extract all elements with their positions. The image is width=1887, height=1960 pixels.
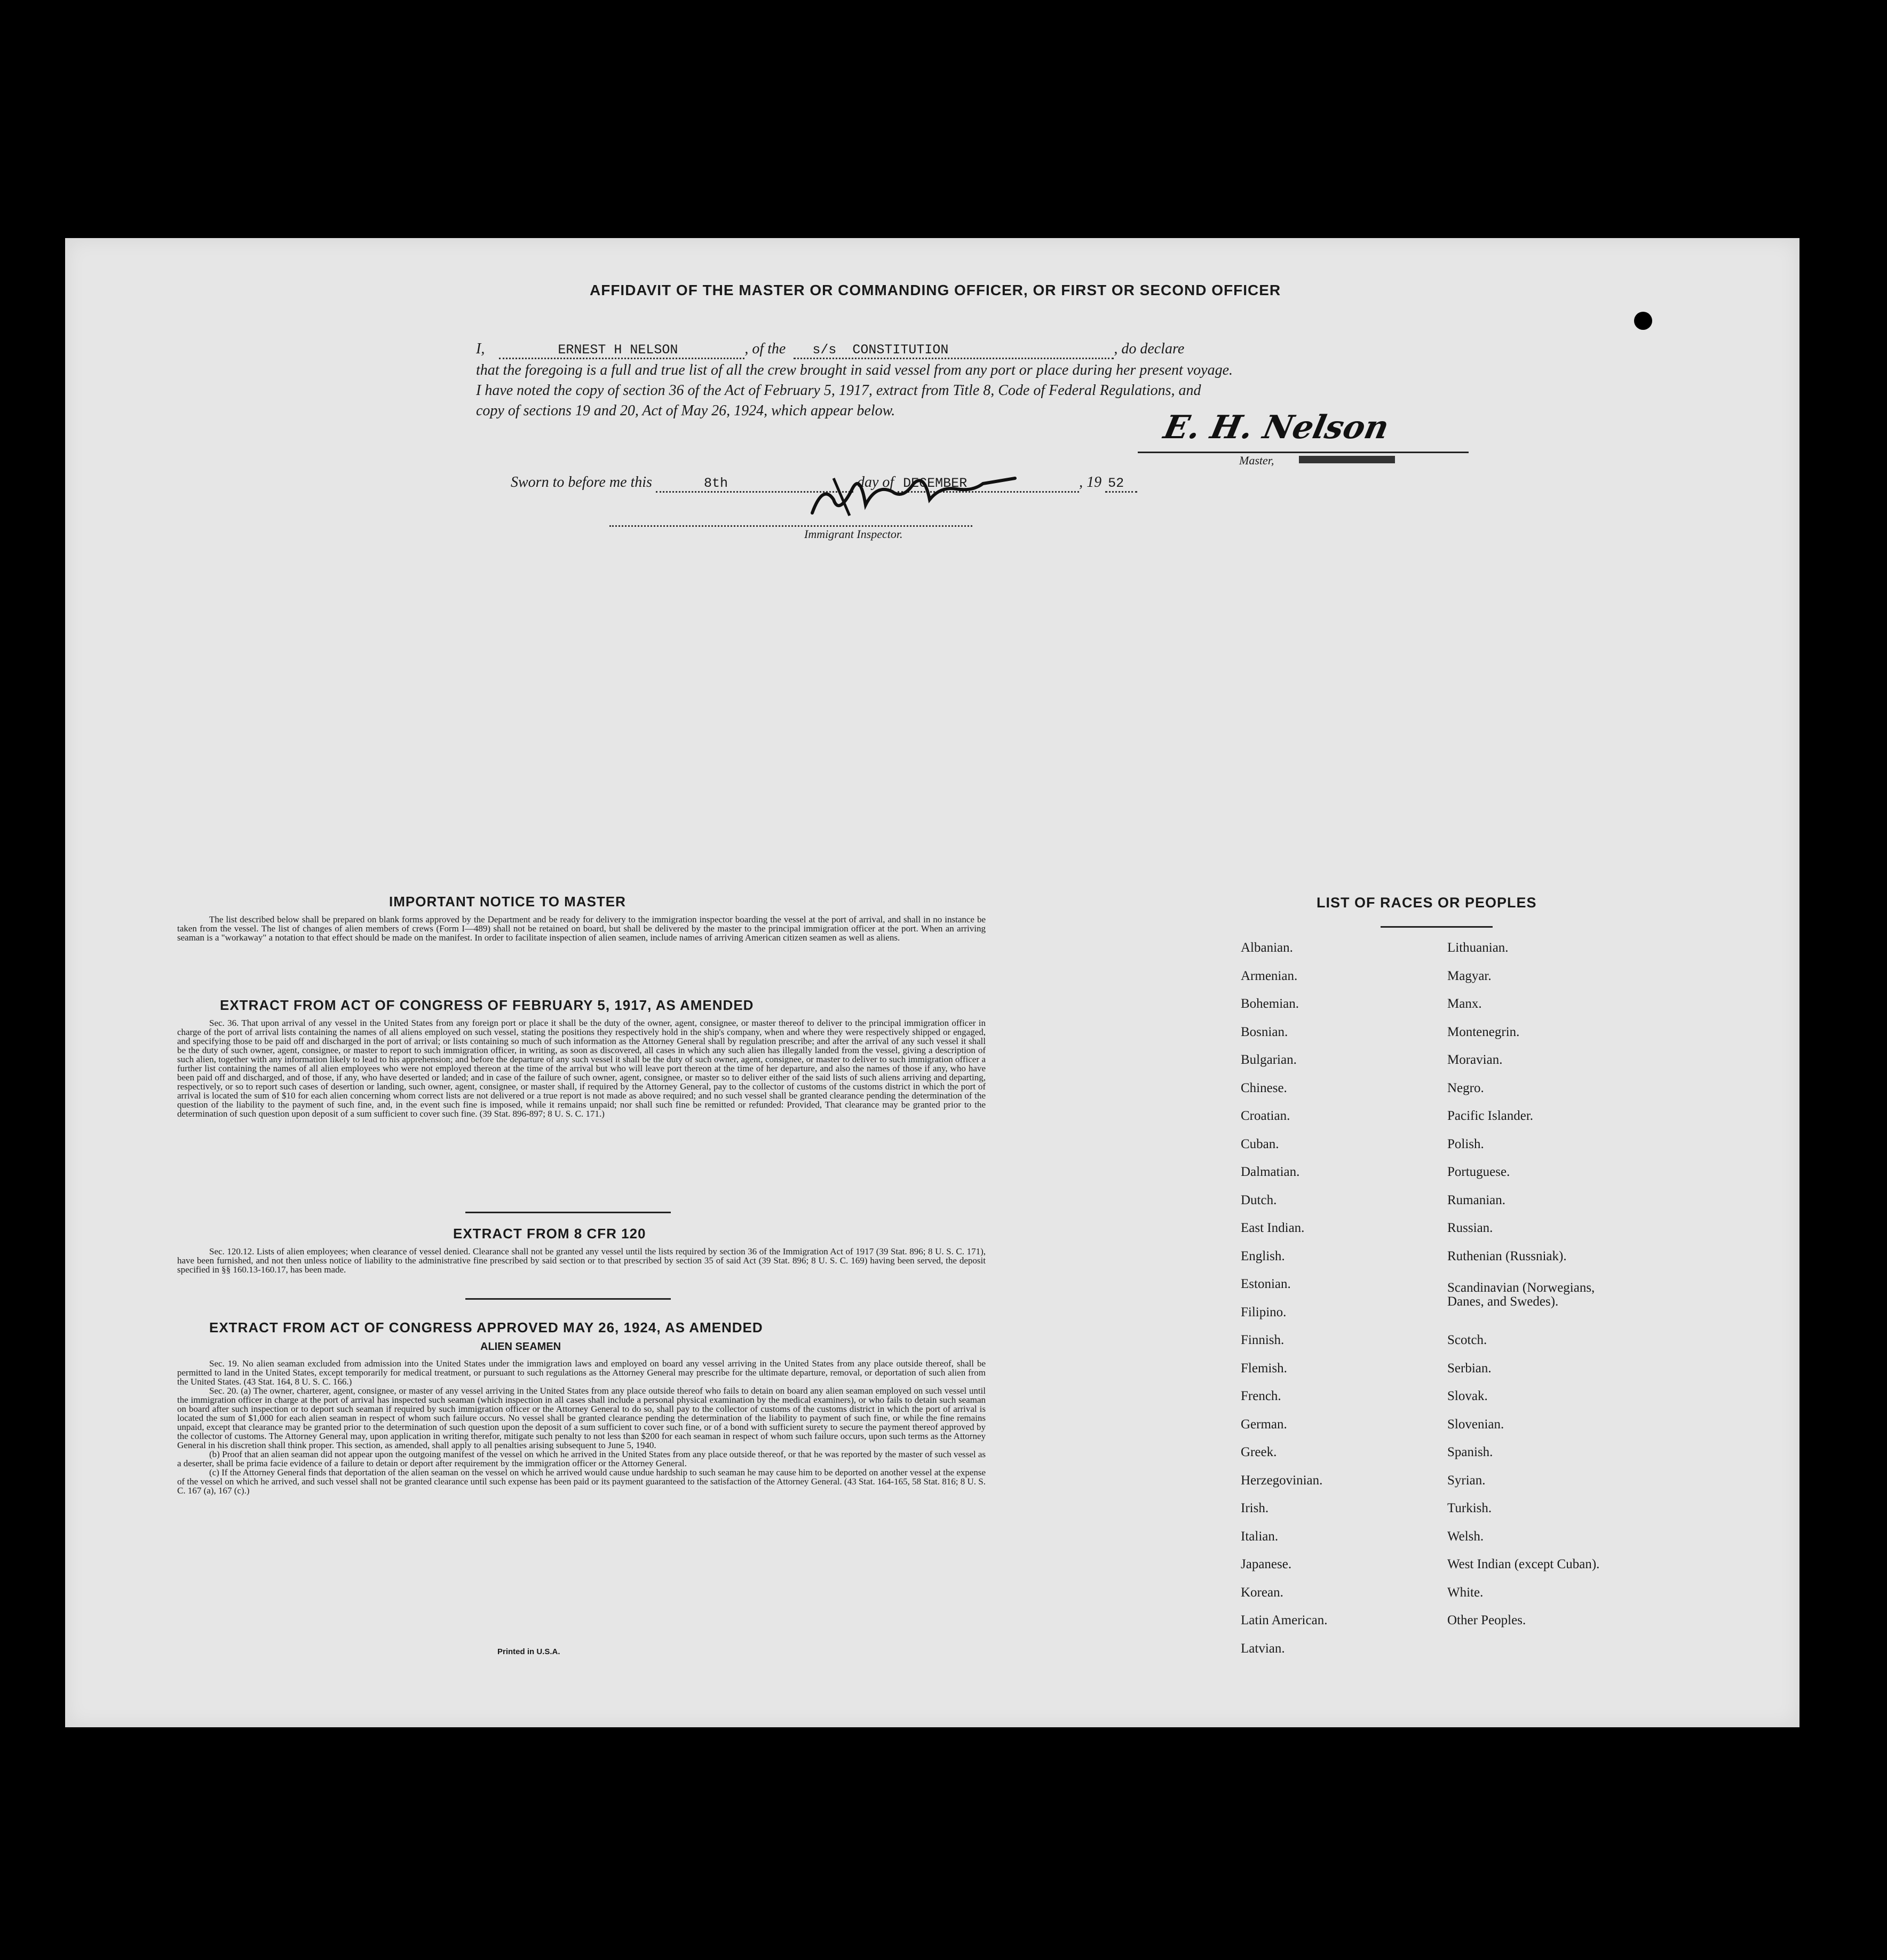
race-item: Latin American. [1241, 1613, 1328, 1627]
divider [1381, 926, 1493, 928]
race-item: Bulgarian. [1241, 1053, 1297, 1067]
race-item: Irish. [1241, 1501, 1269, 1515]
race-item: Lithuanian. [1447, 941, 1509, 955]
race-item: Flemish. [1241, 1361, 1287, 1376]
extract-1924-title: EXTRACT FROM ACT OF CONGRESS APPROVED MAY 26, 1924, AS AMENDED [209, 1319, 763, 1335]
race-item: Albanian. [1241, 941, 1293, 955]
master-name: ERNEST H NELSON [558, 342, 678, 358]
races-title: LIST OF RACES OR PEOPLES [1317, 895, 1537, 911]
race-item: Croatian. [1241, 1109, 1290, 1123]
race-item: Slovak. [1447, 1389, 1488, 1403]
race-item: Bohemian. [1241, 997, 1299, 1011]
race-item: Filipino. [1241, 1305, 1287, 1319]
race-item: Scotch. [1447, 1333, 1487, 1347]
punch-hole [1802, 408, 1829, 434]
master-signature: E. H. Nelson [1160, 409, 1392, 446]
i-label: I, [476, 341, 485, 357]
inspector-signature [802, 462, 1026, 526]
race-item: Estonian. [1241, 1277, 1291, 1291]
race-item: Slovenian. [1447, 1417, 1504, 1432]
master-caption: Master, [1239, 454, 1274, 467]
race-item: Serbian. [1447, 1361, 1492, 1376]
race-item: Ruthenian (Russniak). [1447, 1248, 1567, 1263]
race-item: Bosnian. [1241, 1024, 1288, 1039]
inspector-line [609, 525, 972, 527]
extract-1924-body [177, 1359, 986, 1495]
sworn-month: DECEMBER [903, 476, 968, 491]
sworn-label: Sworn to before me this [511, 474, 652, 491]
race-item: Finnish. [1241, 1333, 1285, 1347]
race-item: Portuguese. [1447, 1165, 1510, 1179]
section-19: Sec. 19. No alien seaman excluded from admission into the United States under the immigration laws and employed on board any vessel arriving in the United States from any place outside thereof, shall be permitted to land in the United States, except temporarily for medical treatment, or pursuant to such regulations as the Attorney General may prescribe for the ultimate departure, removal, or deportation of such alien from the United States. (43 Stat. 164, 8 U. S. C. 166.) [177, 1358, 986, 1387]
do-declare-label: , do declare [1114, 341, 1185, 357]
punch-hole [1802, 1514, 1829, 1540]
race-item: Korean. [1241, 1585, 1283, 1600]
race-item: Magyar. [1447, 968, 1492, 983]
race-item: Italian. [1241, 1529, 1279, 1544]
affidavit-line-2: that the foregoing is a full and true list of all the crew brought in said vessel from any port or place during her present voyage. [476, 362, 1233, 378]
affidavit-title: AFFIDAVIT OF THE MASTER OR COMMANDING OFFICER, OR FIRST OR SECOND OFFICER [590, 282, 1281, 298]
race-item: Welsh. [1447, 1529, 1484, 1544]
punch-hole [1802, 728, 1829, 754]
race-item: Negro. [1447, 1080, 1484, 1095]
race-item: Latvian. [1241, 1641, 1285, 1656]
punch-hole [1634, 312, 1652, 330]
race-item: Dalmatian. [1241, 1165, 1300, 1179]
extract-cfr-body: Sec. 120.12. Lists of alien employees; when clearance of vessel denied. Clearance shall not be granted any vessel until the lists required by section 36 of the Immigration Act of 1917 (39 Stat. 896; 8 U. S. C. 171), have been furnished, and not then unless notice of liability to the administrative fine prescribed by said section or to that prescribed by section 35 of said Act (39 Stat. 896; 8 U. S. C. 169) having been served, the deposit specified in §§ 160.13-160.17, has been made. [177, 1246, 986, 1275]
sworn-day: 8th [703, 476, 728, 491]
punch-hole [1802, 315, 1829, 342]
punch-hole [1802, 1606, 1829, 1632]
printed-in-usa: Printed in U.S.A. [497, 1647, 560, 1656]
race-item: Polish. [1447, 1136, 1484, 1151]
race-item: Scandinavian (Norwegians, Danes, and Swedes). [1447, 1281, 1595, 1309]
extract-1924-subtitle: ALIEN SEAMEN [480, 1341, 561, 1353]
punch-hole [1802, 1280, 1829, 1307]
race-item: Syrian. [1447, 1473, 1486, 1488]
race-item: English. [1241, 1248, 1285, 1263]
signature-line [1138, 452, 1469, 453]
race-item: Herzegovinian. [1241, 1473, 1323, 1488]
extract-1917-title: EXTRACT FROM ACT OF CONGRESS OF FEBRUARY 5, 1917, AS AMENDED [220, 997, 754, 1013]
race-item: Spanish. [1447, 1445, 1493, 1459]
race-item: Japanese. [1241, 1557, 1292, 1571]
divider [465, 1298, 671, 1300]
notice-body: The list described below shall be prepared on blank forms approved by the Department and be ready for delivery to the immigration inspector boarding the vessel at the port of arrival, and shall in no instance be taken from the vessel. The list of changes of alien members of crews (Form I—489) shall not be retained on board, but shall be delivered by the master to the principal immigration officer at the port. When an arriving seaman is a "workaway" a notation to that effect should be made on the manifest. In order to facilitate inspection of alien seamen, include names of arriving American citizen seamen as well as aliens. [177, 914, 986, 943]
day-of-label: day of [857, 474, 894, 491]
race-item: German. [1241, 1417, 1287, 1432]
divider [465, 1212, 671, 1213]
affidavit-line-4: copy of sections 19 and 20, Act of May 26, 1924, which appear below. [476, 402, 895, 419]
sworn-year: 52 [1108, 476, 1124, 491]
race-item: White. [1447, 1585, 1484, 1600]
race-item: Other Peoples. [1447, 1613, 1526, 1627]
race-item: Armenian. [1241, 968, 1298, 983]
race-item: Chinese. [1241, 1080, 1287, 1095]
punch-hole [1802, 1196, 1829, 1223]
document-sheet [65, 238, 1799, 1727]
struck-out-officer-text [1299, 456, 1395, 463]
of-the-label: , of the [744, 341, 786, 357]
affidavit-line-3: I have noted the copy of section 36 of the Act of February 5, 1917, extract from Title 8, Code of Federal Regulations, and [476, 382, 1201, 399]
race-item: Rumanian. [1447, 1192, 1506, 1207]
section-20a: Sec. 20. (a) The owner, charterer, agent, consignee, or master of any vessel arriving in the United States from any place outside thereof who fails to detain on board any alien seaman employed on such vessel until the immigration officer in charge at the port of arrival has inspected such seaman (which inspection in all cases shall include a personal physical examination by the medical examiners), or who fails to detain such seaman on board after such inspection or to deport such seaman if required by such immigration officer or the Attorney General to do so, shall pay to the collector of customs of the customs district in which the port of arrival is located the sum of $1,000 for each alien seaman in respect of whom such failure occurs. No vessel shall be granted clearance pending the determination of the liability to payment of such fine, or while the fine remains unpaid, except that clearance may be granted prior to the determination of such question upon the deposit of a sum sufficient to cover such fine, or of a bond with sufficient surety to secure the payment thereof approved by the collector of customs. The Attorney General may, upon application in writing therefor, mitigate such penalty to not less than $200 for each seaman in respect of whom such failure occurs, upon such terms as the Attorney General in his discretion shall think proper. This section, as amended, shall apply to all penalties arising subsequent to June 5, 1940. [177, 1386, 986, 1450]
race-item: Cuban. [1241, 1136, 1279, 1151]
race-item: Greek. [1241, 1445, 1277, 1459]
affidavit-declaration-line [476, 341, 1543, 359]
extract-1917-body: Sec. 36. That upon arrival of any vessel in the United States from any foreign port or place it shall be the duty of the owner, agent, consignee, or master thereof to deliver to the principal immigration officer in charge of the port of arrival lists containing the names of all aliens employed on such vessel, stating the positions they respectively hold in the ship's company, when and where they were respectively shipped or engaged, and specifying those to be paid off and discharged in the port of arrival; or lists containing so much of such information as the Attorney General shall by regulation prescribe; and after the arrival of any such vessel it shall be the duty of such owner, agent, consignee, or master to report to such immigration officer, in writing, as soon as discovered, all cases in which any such alien has illegally landed from the vessel, giving a description of such alien, together with any information likely to lead to his apprehension; and before the departure of any such vessel it shall be the duty of such owner, agent, consignee, or master to deliver to such immigration officer a further list containing the names of all alien employees who were not employed thereon at the time of the arrival but who will leave port thereon at the time of her departure, and also the names of those if any, who have been paid off and discharged, and of those, if any, who have deserted or landed; and in case of the failure of such owner, agent, consignee, or master so to deliver either of the said lists of such aliens arriving and departing, respectively, or so to report such cases of desertion or landing, such owner, agent, consignee, or master shall, if required by the Attorney General, pay to the collector of customs of the customs district in which the port of arrival is located the sum of $10 for each alien concerning whom correct lists are not delivered or a true report is not made as above required; and no such vessel shall be granted clearance pending the determination of the question of the liability to the payment of such fine, and, in the event such fine is imposed, while it remains unpaid; nor shall such fine be remitted or refunded: Provided, That clearance may be granted prior to the determination of such question upon deposit of a sum sufficient to cover such fine. (39 Stat. 896-897; 8 U. S. C. 171.) [177, 1018, 986, 1119]
section-20b: (b) Proof that an alien seaman did not appear upon the outgoing manifest of the vessel on which he arrived in the United States from any place outside thereof, or that he was reported by the master of such vessel as a deserter, shall be prima facie evidence of a failure to detain or deport after requirement by the immigration officer or the Attorney General. [177, 1449, 986, 1468]
notice-title: IMPORTANT NOTICE TO MASTER [389, 894, 626, 910]
punch-hole [1802, 642, 1829, 669]
race-item: Turkish. [1447, 1501, 1492, 1515]
year-prefix: , 19 [1079, 474, 1102, 491]
race-item: Montenegrin. [1447, 1024, 1520, 1039]
vessel-prefix: s/s [812, 342, 837, 358]
vessel-name: CONSTITUTION [852, 342, 949, 358]
inspector-caption: Immigrant Inspector. [804, 527, 903, 541]
extract-cfr-title: EXTRACT FROM 8 CFR 120 [453, 1226, 646, 1242]
race-item: Moravian. [1447, 1053, 1503, 1067]
race-item: Russian. [1447, 1221, 1493, 1235]
race-item: Dutch. [1241, 1192, 1277, 1207]
race-item: Pacific Islander. [1447, 1109, 1534, 1123]
race-item: French. [1241, 1389, 1281, 1403]
race-item: West Indian (except Cuban). [1447, 1557, 1600, 1571]
section-20c: (c) If the Attorney General finds that deportation of the alien seaman on the vessel on which he arrived would cause undue hardship to such seaman he may cause him to be deported on another vessel at the expense of the vessel on which he arrived, and such vessel shall not be granted clearance until such expense has been paid or its payment guaranteed to the satisfaction of the Attorney General. (43 Stat. 164-165, 58 Stat. 816; 8 U. S. C. 167 (a), 167 (c).) [177, 1467, 986, 1496]
race-item: Manx. [1447, 997, 1482, 1011]
race-item: East Indian. [1241, 1221, 1305, 1235]
